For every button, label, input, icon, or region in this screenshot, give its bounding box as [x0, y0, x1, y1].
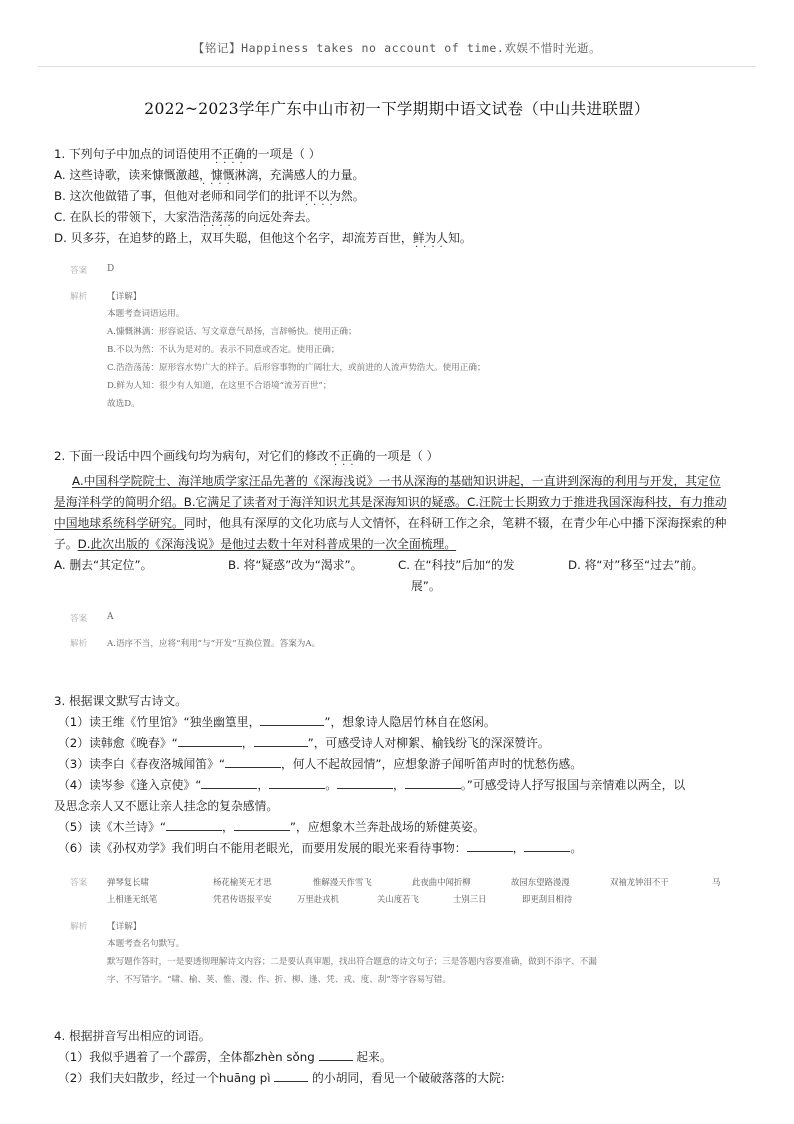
q1-analysis-line: 本题考查词语运用。 — [107, 309, 185, 319]
emphasis-dots: ···· — [202, 179, 235, 190]
motto-header: 【铭记】Happiness takes no account of time.欢娱不惜时光逝。 — [192, 41, 602, 55]
answer-blank — [178, 734, 242, 747]
emphasis-dots: ···· — [415, 242, 448, 253]
item-text: （2）读韩愈《晚春》“ — [58, 736, 178, 750]
answer-blank — [405, 776, 461, 789]
answer-blank — [524, 839, 570, 852]
q3-item-6 — [58, 839, 582, 856]
item-text: 。”可感受诗人抒写报国与亲情难以两全，以 — [460, 778, 686, 792]
underlined-sentence: B.它满足了读者对于海洋知识尤其是深海知识的疑惑。 — [183, 495, 467, 509]
plain-text: 子。 — [54, 537, 78, 551]
q3-item-4 — [58, 776, 685, 793]
item-text: ，何人不起故园情”，应想象游子闻听笛声时的忧愁伤感。 — [280, 757, 583, 771]
q3-answer-item: 万里赴戎机 — [297, 894, 339, 904]
q2-option-d: D. 将“对”移至“过去”前。 — [568, 558, 704, 572]
item-text: （3）读李白《春夜洛城闻笛》“ — [58, 757, 225, 771]
emphasis-dots: ···· — [203, 221, 236, 232]
q3-answer-item: 上相逢无纸笔 — [107, 894, 158, 904]
item-text: 。 — [570, 841, 583, 855]
answer-blank — [166, 818, 222, 831]
q3-answer-item: 关山度若飞 — [377, 894, 419, 904]
q1-option-d: D. 贝多芬，在追梦的路上，双耳失聪，但他这个名字，却流芳百世，鲜为人知。 — [54, 231, 472, 245]
q1-analysis-line: 故选D。 — [107, 399, 140, 409]
q3-answer-item: 弹琴复长啸 — [107, 877, 149, 887]
q2-answer: A — [107, 612, 114, 622]
item-text: （5）读《木兰诗》“ — [58, 820, 166, 834]
item-text: ， — [222, 820, 234, 834]
analysis-label: 解析 — [70, 639, 88, 649]
detail-tag: 【详解】 — [107, 922, 142, 932]
q1-analysis-line: B.不以为然：不认为是对的。表示不同意或否定。使用正确； — [107, 345, 340, 355]
q1-option-c: C. 在队长的带领下，大家浩浩荡荡的向远处奔去。 — [54, 210, 318, 224]
q1-option-a: A. 这些诗歌，读来慷慨激越，慷慨淋漓，充满感人的力量。 — [54, 168, 365, 182]
q3-answer-item: 故园东望路漫漫 — [511, 877, 570, 887]
item-text: ， — [241, 736, 254, 750]
emphasis-dots: ···· — [305, 200, 338, 211]
item-text: ， — [512, 841, 525, 855]
underlined-sentence: 是海洋科学的简明介绍。 — [54, 495, 184, 509]
q2-para-line — [54, 493, 727, 510]
q2-option-a: A. 删去“其定位”。 — [54, 558, 153, 572]
item-text: 的小胡同，看见一个破破落落的大院: — [312, 1071, 505, 1085]
q2-option-b: B. 将“疑惑”改为“渴求”。 — [228, 558, 363, 572]
answer-blank — [201, 776, 257, 789]
item-text: ”，应想象木兰奔赴战场的矫健英姿。 — [289, 820, 485, 834]
underlined-sentence: C.汪院士长期致力于推进我国深海科技，有力推动 — [466, 495, 727, 509]
q3-answer-item: 马 — [712, 877, 721, 887]
plain-text: 同时，他具有深厚的文化功底与人文情怀，在科研工作之余，笔耕不辍，在青少年心中播下深海探索的种 — [183, 516, 727, 530]
q1-analysis-line: C.浩浩荡荡：原形容水势广大的样子。后形容事物的广阔壮大，或前进的人流声势浩大。使用正确； — [107, 363, 486, 373]
answer-label: 答案 — [70, 878, 88, 888]
emphasis-dots: ···· — [215, 158, 248, 169]
q2-stem: 2. 下面一段话中四个画线句均为病句，对它们的修改不正确的一项是（ ） — [54, 449, 439, 463]
q4-item-2 — [58, 1069, 505, 1086]
answer-blank — [234, 818, 290, 831]
q1-option-b: B. 这次他做错了事，但他对老师和同学们的批评不以为然。 — [54, 189, 365, 203]
q3-item-1 — [58, 713, 496, 730]
q3-answer-item: 士别三日 — [453, 894, 487, 904]
item-text: （1）读王维《竹里馆》“独坐幽篁里， — [58, 715, 261, 729]
answer-blank — [274, 1069, 308, 1082]
q3-answer-item: 杨花榆荚无才思 — [213, 877, 272, 887]
q4-stem: 4. 根据拼音写出相应的词语。 — [54, 1029, 211, 1043]
q3-answer-item: 此夜曲中闻折柳 — [412, 877, 471, 887]
detail-tag: 【详解】 — [107, 292, 142, 302]
item-text: ， — [257, 778, 270, 792]
q2-para-line — [54, 535, 456, 552]
q3-stem: 3. 根据课文默写古诗文。 — [54, 694, 187, 708]
q2-option-c: C. 在“科技”后加“的发 — [398, 558, 515, 572]
answer-blank — [225, 755, 281, 768]
q3-item-2 — [58, 734, 550, 751]
answer-blank — [269, 776, 325, 789]
emphasis-dots: ··· — [334, 460, 359, 471]
q3-analysis-line: 默写题作答时，一是要透彻理解诗文内容；二是要认真审题，找出符合题意的诗文句子；三是答题内容要准确，做到不添字、不漏 — [107, 957, 597, 967]
answer-label: 答案 — [70, 614, 88, 624]
item-text: （2）我们夫妇散步，经过一个huāng pì — [58, 1071, 271, 1085]
underlined-sentence: D.此次出版的《深海浅说》是他过去数十年对科普成果的一次全面梳理。 — [77, 537, 457, 551]
q2-para-line — [54, 514, 726, 531]
q1-analysis-line: A.慷慨淋漓：形容说话、写文章意气昂扬，言辞畅快。使用正确； — [107, 327, 357, 337]
page-title: 2022~2023学年广东中山市初一下学期期中语文试卷（中山共进联盟） — [144, 100, 650, 118]
item-text: （1）我似乎遇着了一个霹雳，全体都zhèn sǒng — [58, 1050, 315, 1064]
q1-stem: 1. 下列句子中加点的词语使用不正确的一项是（ ） — [54, 147, 321, 161]
item-text: 起来。 — [356, 1050, 392, 1064]
item-text: （6）读《孙权劝学》我们明白不能用老眼光，而要用发展的眼光来看待事物： — [58, 841, 467, 855]
item-text: 。 — [325, 778, 338, 792]
q3-item-3 — [58, 755, 582, 772]
analysis-label: 解析 — [70, 292, 88, 302]
underlined-sentence: 中国地球系统科学研究。 — [54, 516, 184, 530]
q1-answer: D — [107, 264, 115, 274]
q3-item-4-cont: 及思念亲人又不愿让亲人挂念的复杂感情。 — [54, 799, 279, 813]
q3-analysis-line: 字、不写错字。“啸、榆、荚、惟、漫、作、折、柳、逢、凭、戎、度、刮”等字容易写错。 — [107, 975, 451, 985]
answer-blank — [254, 734, 308, 747]
q2-analysis: A.语序不当，应将“利用”与“开发”互换位置。答案为A。 — [107, 639, 321, 649]
answer-label: 答案 — [70, 266, 88, 276]
answer-blank — [467, 839, 513, 852]
q4-item-1 — [58, 1048, 392, 1065]
q2-option-c-cont: 展”。 — [411, 579, 441, 593]
analysis-label: 解析 — [70, 922, 88, 932]
q3-item-5 — [58, 818, 485, 835]
item-text: ， — [393, 778, 405, 792]
q3-answer-item: 双袖龙钟泪不干 — [610, 877, 669, 887]
header-divider — [38, 66, 756, 67]
q2-para-line — [72, 472, 721, 489]
q3-analysis-line: 本题考查名句默写。 — [107, 939, 185, 949]
item-text: （4）读岑参《逢入京使》“ — [58, 778, 202, 792]
item-text: ”，想象诗人隐居竹林自在悠闲。 — [324, 715, 496, 729]
q3-answer-item: 惟解漫天作雪飞 — [313, 877, 372, 887]
q1-analysis-line: D.鲜为人知：很少有人知道，在这里不合语境“流芳百世”； — [107, 381, 332, 391]
q3-answer-item: 凭君传语报平安 — [213, 894, 272, 904]
item-text: ”，可感受诗人对柳絮、榆钱纷飞的深深赞许。 — [307, 736, 550, 750]
underlined-sentence: A.中国科学院院士、海洋地质学家汪品先著的《深海浅说》一书从深海的基础知识讲起，一直讲到深海的利用与开发，其定位 — [72, 474, 721, 488]
answer-blank — [319, 1048, 353, 1061]
answer-blank — [260, 713, 324, 726]
answer-blank — [337, 776, 393, 789]
q3-answer-item: 即更刮目相待 — [522, 894, 573, 904]
